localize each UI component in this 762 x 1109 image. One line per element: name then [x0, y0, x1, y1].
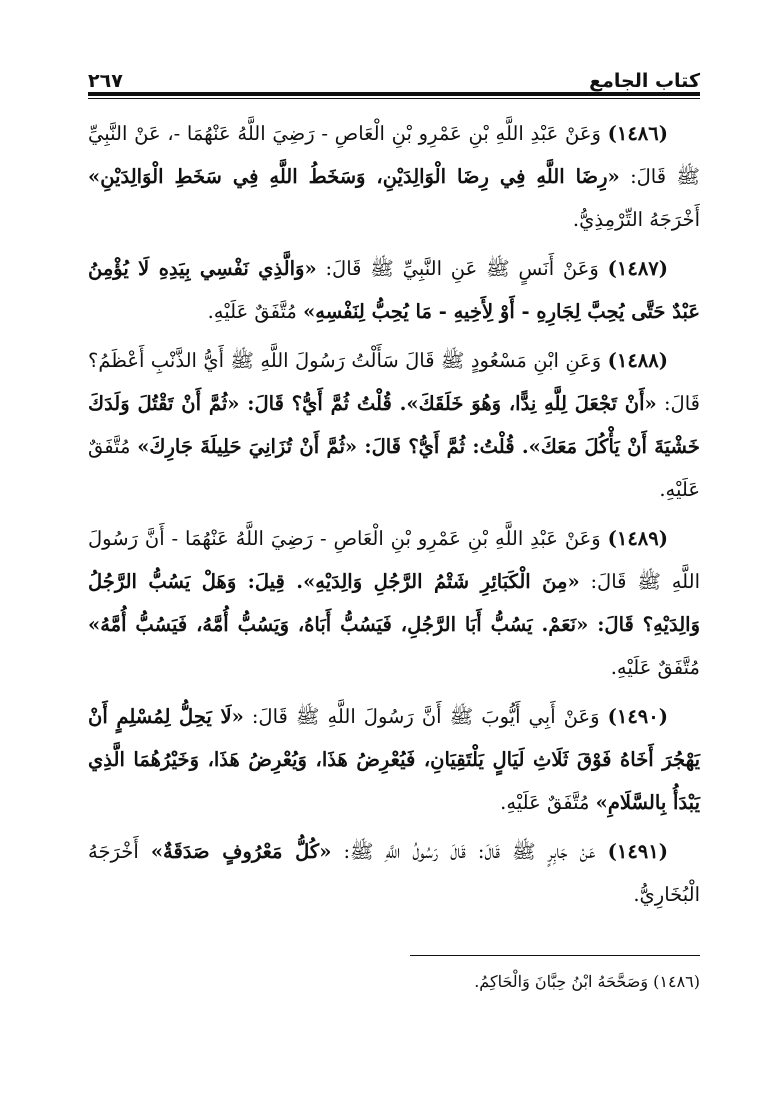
hadith-1488 — [88, 339, 700, 511]
hadith-1487 — [88, 247, 700, 333]
hadith-intro: وَعَنْ أَنَسٍ ﷺ عَنِ النَّبِيِّ ﷺ قَالَ: — [325, 257, 599, 280]
hadith-number: (١٤٨٦) — [607, 122, 668, 145]
hadith-source: مُتَّفَقٌ عَلَيْهِ. — [500, 791, 590, 814]
hadith-quote: «لَا يَحِلُّ لِمُسْلِمٍ أَنْ يَهْجُرَ أَخَاهُ فَوْقَ ثَلَاثِ لَيَالٍ يَلْتَقِيَانِ، فَيُعْرِضُ هَذَا، وَيُعْرِضُ هَذَا، وَخَيْرُهُمَا الَّذِي يَبْدَأُ بِالسَّلَامِ» — [88, 705, 700, 814]
hadith-source: مُتَّفَقٌ عَلَيْهِ. — [207, 300, 297, 323]
hadith-quote: «كُلُّ مَعْرُوفٍ صَدَقَةٌ» — [150, 840, 332, 863]
hadith-number: (١٤٩١) — [607, 840, 668, 863]
page-header — [88, 58, 700, 92]
header-rule-thin — [88, 98, 700, 99]
hadith-source: أَخْرَجَهُ الْبُخَارِيُّ. — [88, 840, 700, 906]
hadith-intro: وَعَنْ عَبْدِ اللَّهِ بْنِ عَمْرِو بْنِ الْعَاصِ - رَضِيَ اللَّهُ عَنْهُمَا - أَنَّ رَسُولَ اللَّهِ ﷺ قَالَ: — [88, 527, 700, 593]
hadith-number: (١٤٨٧) — [607, 257, 669, 280]
page-number: ٢٦٧ — [88, 70, 123, 92]
footnote: (١٤٨٦) وَصَحَّحَهُ ابْنُ حِبَّانَ وَالْحَاكِمُ. — [474, 972, 700, 991]
header-rule-thick — [88, 92, 700, 96]
hadith-number: (١٤٨٨) — [607, 349, 668, 372]
hadith-quote: «أَنْ تَجْعَلَ لِلَّهِ نِدًّا، وَهُوَ خَلَقَكَ». قُلْتُ ثُمَّ أَيُّ؟ قَالَ: «ثُمَّ أَنْ تَقْتُلَ وَلَدَكَ خَشْيَةَ أَنْ يَأْكُلَ مَعَكَ». قُلْتُ: ثُمَّ أَيُّ؟ قَالَ: «ثُمَّ أَنْ تُزَانِيَ حَلِيلَةَ جَارِكَ» — [88, 392, 700, 458]
hadith-1491 — [88, 830, 700, 916]
hadith-1486 — [88, 112, 700, 241]
hadith-1490 — [88, 695, 700, 824]
hadith-number: (١٤٨٩) — [607, 527, 668, 550]
footnote-rule — [410, 955, 700, 956]
hadith-quote: «وَالَّذِي نَفْسِي بِيَدِهِ لَا يُؤْمِنُ عَبْدٌ حَتَّى يُحِبَّ لِجَارِهِ - أَوْ لِأَخِيهِ - مَا يُحِبُّ لِنَفْسِهِ» — [88, 257, 700, 323]
hadith-source: أَخْرَجَهُ التِّرْمِذِيُّ. — [572, 208, 700, 231]
hadith-source: مُتَّفَقٌ عَلَيْهِ. — [610, 656, 700, 679]
hadith-intro: وَعَنِ ابْنِ مَسْعُودٍ ﷺ قَالَ سَأَلْتُ رَسُولَ اللَّهِ ﷺ أَيُّ الذَّنْبِ أَعْظَمُ؟ قَالَ: — [88, 349, 700, 415]
book-title: كتاب الجامع — [589, 70, 700, 92]
hadith-intro: عَنْ جَابِرٍ ﷺ قَالَ: قَالَ رَسُولُ اللَّهِ ﷺ: — [343, 840, 596, 863]
hadith-intro: وَعَنْ عَبْدِ اللَّهِ بْنِ عَمْرِو بْنِ الْعَاصِ - رَضِيَ اللَّهُ عَنْهُمَا -، عَنْ النَّبِيِّ ﷺ قَالَ: — [88, 122, 700, 188]
hadith-quote: «مِنَ الْكَبَائِرِ شَتْمُ الرَّجُلِ وَالِدَيْهِ». قِيلَ: وَهَلْ يَسُبُّ الرَّجُلُ وَالِدَيْهِ؟ قَالَ: «نَعَمْ. يَسُبُّ أَبَا الرَّجُلِ، فَيَسُبُّ أَبَاهُ، وَيَسُبُّ أُمَّهُ، فَيَسُبُّ أُمَّهُ» — [88, 570, 700, 636]
hadith-intro: وَعَنْ أَبِي أَيُّوبَ ﷺ أَنَّ رَسُولَ اللَّهِ ﷺ قَالَ: — [251, 705, 600, 728]
hadith-quote: «رِضَا اللَّهِ فِي رِضَا الْوَالِدَيْنِ، وَسَخَطُ اللَّهِ فِي سَخَطِ الْوَالِدَيْنِ» — [88, 165, 620, 188]
hadith-source: مُتَّفَقٌ عَلَيْهِ. — [88, 435, 700, 501]
hadith-1489 — [88, 517, 700, 689]
hadith-number: (١٤٩٠) — [607, 705, 668, 728]
hadith-list — [88, 112, 700, 922]
